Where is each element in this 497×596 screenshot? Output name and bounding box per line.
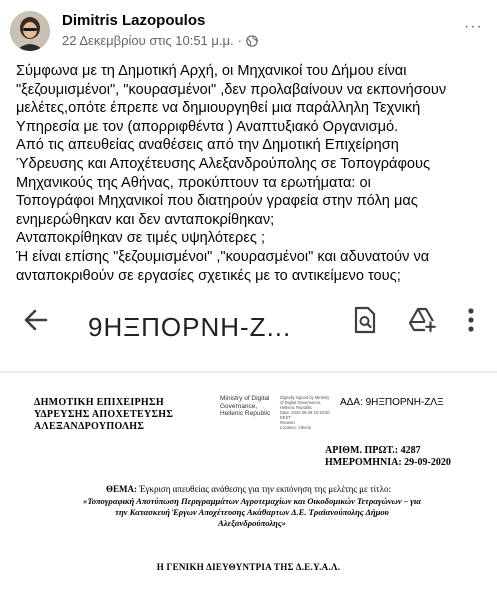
viewer-toolbar (0, 292, 497, 354)
post-text-line: ενημερώθηκαν και δεν ανταποκρίθηκαν; (16, 211, 275, 228)
org-line: ΑΛΕΞΑΝΔΡΟΥΠΟΛΗΣ (34, 421, 145, 432)
post-text-line: "ξεζουμισμένοι", "κουρασμένοι" ,δεν προλαβαίνουν να εκπονήσουν (16, 81, 447, 98)
stamp-detail: Digitally signed by Ministry (280, 395, 330, 400)
avatar-portrait-icon (10, 11, 50, 51)
more-options-button[interactable]: ··· (464, 18, 483, 35)
subject-line (0, 484, 497, 495)
attached-screenshot[interactable] (0, 292, 497, 596)
post-text-line: μελέτες,οπότε έπρεπε να δημιουργηθεί μια παράλληλη Τεχνική (16, 100, 421, 117)
post-text-line: Ύδρευσης και Αποχέτευσης Αλεξανδρούπολης σε Τοπογράφους (16, 155, 431, 172)
post-text-line: Μηχανικούς της Αθήνας, προκύπτουν τα ερωτήματα: οι (16, 174, 371, 191)
stamp-text: Governance, (220, 402, 258, 410)
subject-title-line: την Κατασκευή Έργων Αποχέτευσης Ακάθαρτων Δ.Ε. Τραϊανούπολης Δήμου (115, 507, 389, 517)
document-title: 9ΗΞΠΟΡΝΗ-Ζ... (88, 312, 292, 342)
subject-title-line: Αλεξανδρούπολης» (218, 518, 286, 528)
author-avatar[interactable] (10, 11, 50, 51)
subject-title (20, 496, 484, 529)
stamp-detail: Hellenic Republic (280, 405, 313, 410)
meta-separator: · (237, 33, 242, 48)
post-text (16, 62, 484, 285)
org-line: ΔΗΜΟΤΙΚΗ ΕΠΙΧΕΙΡΗΣΗ (34, 397, 164, 408)
ada-code: ΑΔΑ: 9ΗΞΠΟΡΝΗ-ΖΛΞ (340, 397, 444, 408)
overflow-menu-icon[interactable] (466, 306, 476, 334)
post-text-line: Ή είναι επίσης "ξεζουμισμένοι" ,"κουρασμένοι" και αδυνατούν να (16, 248, 430, 265)
protocol-number: ΑΡΙΘΜ. ΠΡΩΤ.: 4287 (325, 445, 421, 456)
subject-label: ΘΕΜΑ: (105, 484, 137, 494)
post-timestamp[interactable]: 22 Δεκεμβρίου στις 10:51 μ.μ. (62, 33, 234, 48)
document-date: ΗΜΕΡΟΜΗΝΙΑ: 29-09-2020 (325, 457, 451, 468)
org-line: ΥΔΡΕΥΣΗΣ ΑΠΟΧΕΤΕΥΣΗΣ (34, 409, 174, 420)
post-header (10, 8, 487, 54)
globe-icon (246, 35, 258, 47)
document-page (0, 373, 497, 596)
signature-details (280, 395, 330, 430)
organization-heading (34, 397, 173, 433)
protocol-block (325, 445, 451, 469)
post-text-line: Τοπογράφοι Μηχανικοί που διατηρούν γραφεία στην πόλη μας (16, 193, 418, 210)
subject-title-line: «Τοπογραφική Αποτύπωση Περιγραμμάτων Αγροτεμαχίων και Οικοδομικών Τετραγώνων – για (83, 496, 421, 506)
stamp-detail: Date: 2020.09.29 10:18:00 (280, 410, 330, 415)
post-text-line: Σύμφωνα με τη Δημοτική Αρχή, οι Μηχανικοί του Δήμου είναι (16, 63, 407, 79)
post-meta (62, 33, 258, 48)
post-text-line: Ανταποκρίθηκαν σε τιμές υψηλότερες ; (16, 230, 266, 247)
search-document-icon[interactable] (352, 306, 378, 334)
author-name[interactable]: Dimitris Lazopoulos (62, 12, 206, 29)
post-text-line: Υπηρεσία με τον (απορριφθέντα ) Αναπτυξιακό Οργανισμό. (16, 118, 399, 135)
back-arrow-icon[interactable] (22, 306, 50, 334)
stamp-text: Ministry of Digital (220, 395, 270, 402)
subject-intro: Έγκριση απευθείας ανάθεσης για την εκπόνηση της μελέτης με τίτλο: (136, 484, 392, 494)
stamp-text: Hellenic Republic (220, 410, 271, 417)
stamp-detail: Location: Athens (280, 425, 311, 430)
post-text-line: ανταποκριθούν σε εργασίες σχετικές με το αντικείμενο τους; (16, 267, 401, 284)
signature-authority (220, 395, 270, 418)
stamp-detail: EEST (280, 415, 291, 420)
general-manager-heading: Η ΓΕΝΙΚΗ ΔΙΕΥΘΥΝΤΡΙΑ ΤΗΣ Δ.Ε.Υ.Α.Λ. (156, 562, 341, 572)
stamp-detail: Reason: (280, 420, 296, 425)
add-to-drive-icon[interactable] (408, 306, 436, 334)
post-text-line: Από τις απευθείας αναθέσεις από την Δημοτική Επιχείρηση (16, 137, 399, 154)
stamp-detail: of Digital Governance, (280, 400, 322, 405)
